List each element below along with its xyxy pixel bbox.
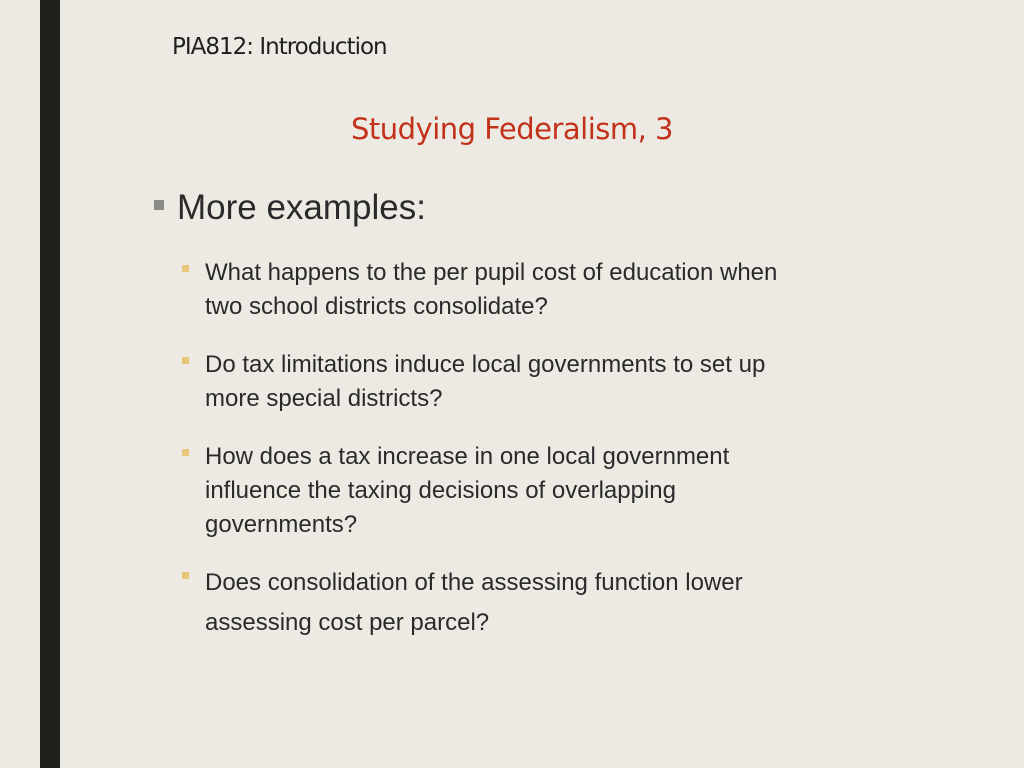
sub-bullet-line: Does consolidation of the assessing function lower bbox=[205, 569, 743, 596]
slide-title: Studying Federalism, 3 bbox=[350, 112, 674, 146]
sub-bullet-text bbox=[205, 563, 862, 643]
square-bullet-icon bbox=[182, 357, 189, 364]
course-label: PIA812: Introduction bbox=[172, 34, 387, 60]
sub-bullet-item bbox=[182, 563, 862, 643]
sub-bullet-item bbox=[182, 348, 862, 416]
sub-bullet-text bbox=[205, 348, 862, 416]
square-bullet-icon bbox=[182, 265, 189, 272]
square-bullet-icon bbox=[182, 572, 189, 579]
main-bullet bbox=[154, 188, 426, 228]
sub-bullet-item bbox=[182, 440, 862, 542]
sub-bullet-line: more special districts? bbox=[205, 385, 443, 412]
sub-bullet-line: assessing cost per parcel? bbox=[205, 609, 490, 636]
sub-bullet-line: How does a tax increase in one local government bbox=[205, 443, 730, 470]
sub-bullet-line: What happens to the per pupil cost of education when bbox=[205, 259, 778, 286]
square-bullet-icon bbox=[154, 200, 164, 210]
sub-bullet-line: two school districts consolidate? bbox=[205, 293, 548, 320]
sub-bullet-line: Do tax limitations induce local governments to set up bbox=[205, 351, 766, 378]
square-bullet-icon bbox=[182, 449, 189, 456]
sub-bullet-text bbox=[205, 256, 862, 324]
sub-bullet-item bbox=[182, 256, 862, 324]
main-bullet-text: More examples: bbox=[177, 188, 426, 227]
sub-bullet-text bbox=[205, 440, 862, 542]
sub-bullet-line: governments? bbox=[205, 511, 358, 538]
sub-bullet-line: influence the taxing decisions of overlapping bbox=[205, 477, 676, 504]
